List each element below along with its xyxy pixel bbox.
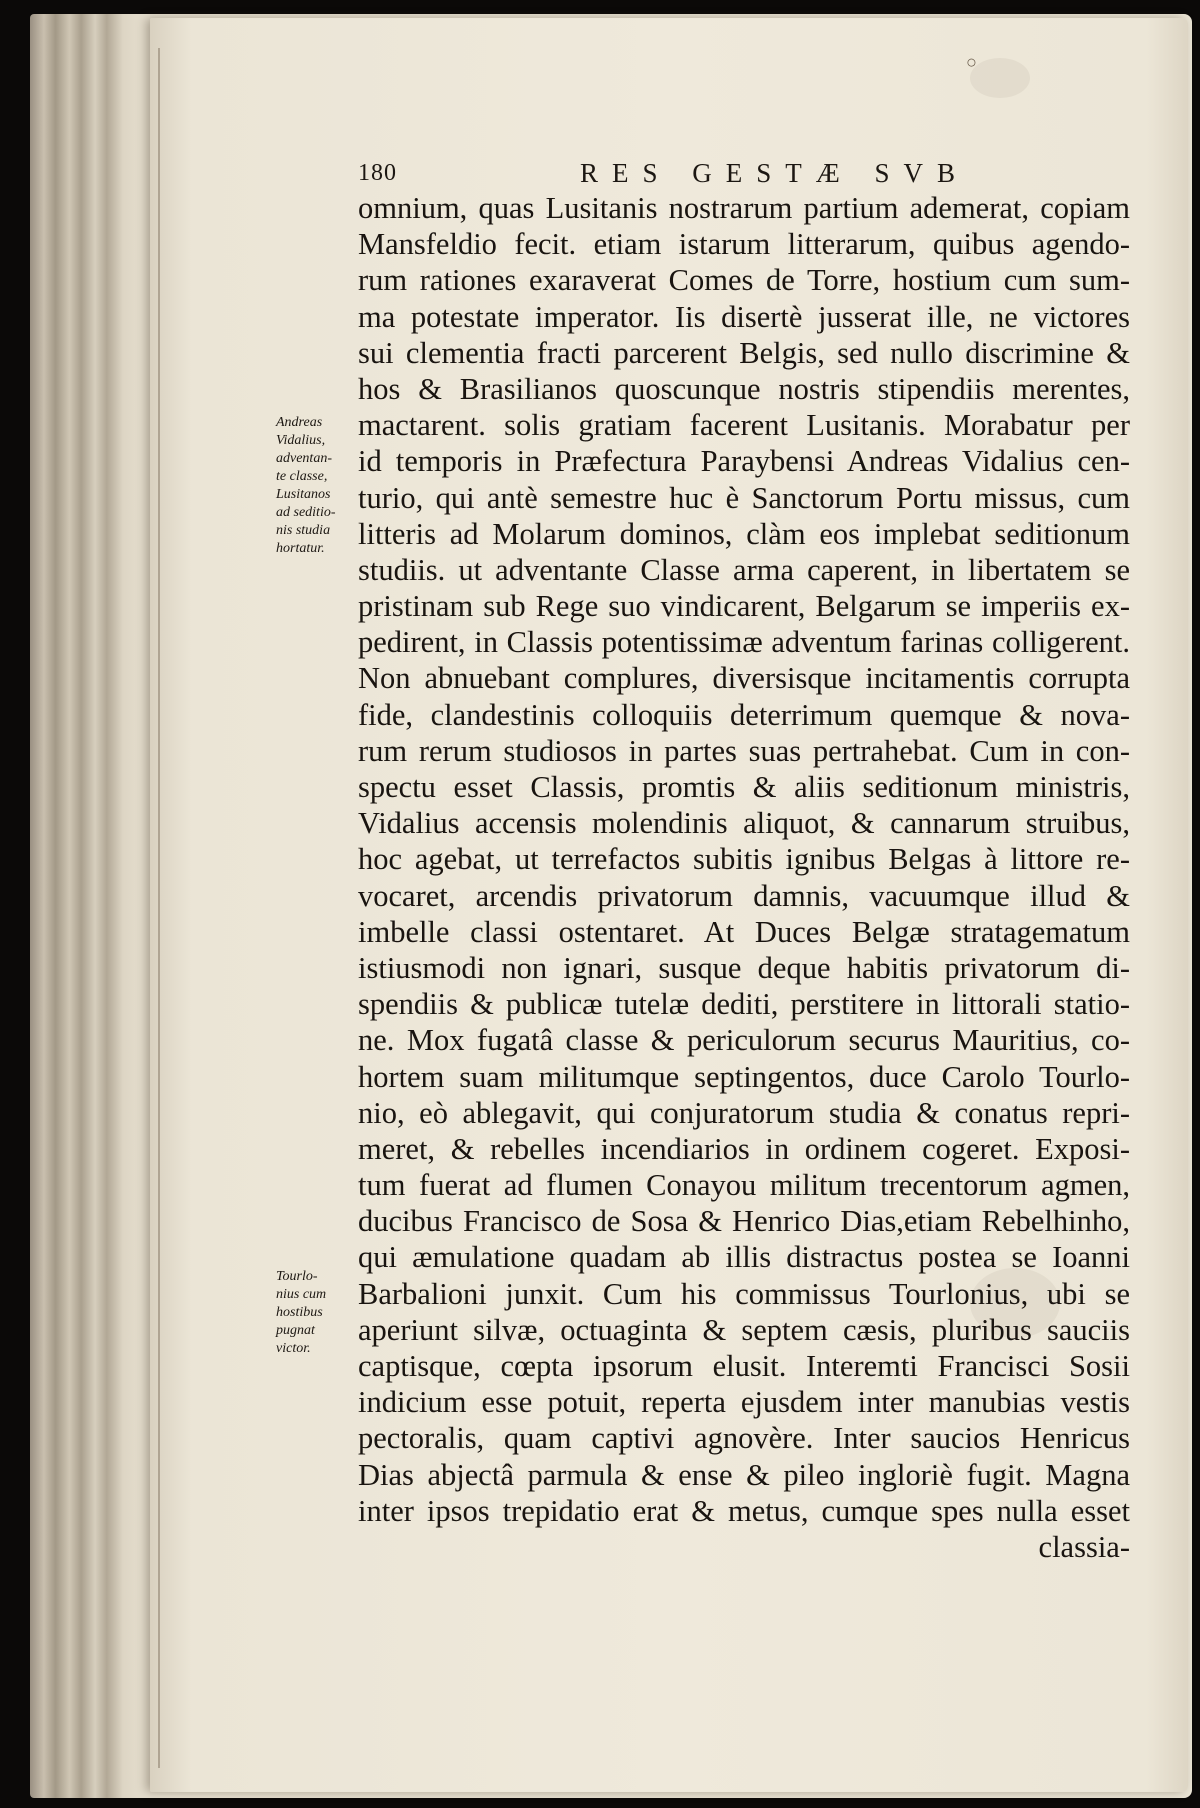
marginal-note-line: ad seditio-: [276, 505, 336, 520]
text-line: pristinam sub Rege suo vindicarent, Belgarum se imperiis ex-: [358, 589, 1130, 624]
text-line: istiusmodi non ignari, susque deque habitis privatorum di-: [358, 950, 1130, 985]
text-line: Dias abjectâ parmula & ense & pileo ingloriè fugit. Magna: [358, 1457, 1130, 1492]
marginal-note-line: pugnat: [276, 1323, 315, 1338]
text-line: ducibus Francisco de Sosa & Henrico Dias,etiam Rebelhinho,: [358, 1204, 1130, 1239]
page-number: 180: [358, 160, 397, 186]
text-line: ma potestate imperator. Iis disertè jusserat ille, ne victores: [358, 299, 1130, 334]
text-line: mactarent. solis gratiam facerent Lusitanis. Morabatur per: [358, 408, 1130, 443]
text-line: omnium, quas Lusitanis nostrarum partium ademerat, copiam: [358, 191, 1130, 225]
text-line: Barbalioni junxit. Cum his commissus Tourlonius, ubi se: [358, 1276, 1130, 1311]
text-line: captisque, cœpta ipsorum elusit. Interemti Francisci Sosii: [358, 1349, 1130, 1383]
text-line: pedirent, in Classis potentissimæ adventum farinas colligerent.: [358, 625, 1130, 660]
text-line: spendiis & publicæ tutelæ dediti, perstitere in littorali statio-: [358, 987, 1130, 1022]
marginal-note-line: Vidalius,: [276, 433, 326, 448]
text-line: litteris ad Molarum dominos, clàm eos implebat seditionum: [358, 516, 1130, 551]
text-line: hortem suam militumque septingentos, duce Carolo Tourlo-: [358, 1059, 1130, 1094]
marginal-note-line: adventan-: [276, 451, 332, 466]
paper-stain: [970, 58, 1030, 98]
marginal-note-line: Lusitanos: [276, 487, 331, 502]
text-line: Vidalius accensis molendinis aliquot, & cannarum struibus,: [358, 806, 1130, 841]
marginal-note: [276, 414, 362, 558]
catchword: classia-: [1038, 1529, 1130, 1564]
text-line: qui æmulatione quadam ab illis distractus postea se Ioanni: [358, 1240, 1130, 1275]
text-line: imbelle classi ostentaret. At Duces Belgæ stratagematum: [358, 914, 1130, 949]
marginal-note-line: hostibus: [276, 1305, 323, 1320]
text-line: aperiunt silvæ, octuaginta & septem cæsis, pluribus sauciis: [358, 1312, 1130, 1347]
marginal-note-line: nius cum: [276, 1287, 327, 1302]
text-line: pectoralis, quam captivi agnovère. Inter saucios Henricus: [358, 1421, 1130, 1456]
text-line: id temporis in Præfectura Paraybensi Andreas Vidalius cen-: [358, 444, 1130, 479]
text-line: meret, & rebelles incendiarios in ordinem cogeret. Exposi-: [358, 1131, 1130, 1166]
running-title: RES GESTÆ SVB: [580, 158, 970, 188]
marginal-note-line: nis studia: [276, 523, 331, 538]
text-line: nio, eò ablegavit, qui conjuratorum studia & conatus repri-: [358, 1095, 1130, 1130]
text-line: tum fuerat ad flumen Conayou militum trecentorum agmen,: [358, 1168, 1130, 1203]
text-line: rum rerum studiosos in partes suas pertrahebat. Cum in con-: [358, 733, 1130, 768]
body-text: [358, 190, 1130, 1565]
text-line: indicium esse potuit, reperta ejusdem inter manubias vestis: [358, 1385, 1130, 1420]
marginal-note-line: hortatur.: [276, 541, 325, 556]
text-line: rum rationes exaraverat Comes de Torre, hostium cum sum-: [358, 263, 1130, 298]
text-line: spectu esset Classis, promtis & aliis seditionum ministris,: [358, 770, 1130, 804]
text-line: vocaret, arcendis privatorum damnis, vacuumque illud &: [358, 878, 1130, 913]
text-line: ne. Mox fugatâ classe & periculorum securus Mauritius, co-: [358, 1023, 1130, 1058]
paper-blemish: ○: [966, 52, 977, 72]
marginal-note-line: Tourlo-: [276, 1269, 318, 1284]
text-line: hoc agebat, ut terrefactos subitis ignibus Belgas à littore re-: [358, 842, 1130, 877]
text-line: turio, qui antè semestre huc è Sanctorum Portu missus, cum: [358, 480, 1130, 515]
marginal-note-line: victor.: [276, 1341, 311, 1356]
text-line: fide, clandestinis colloquiis deterrimum quemque & nova-: [358, 697, 1130, 732]
text-line: Non abnuebant complures, diversisque incitamentis corrupta: [358, 661, 1130, 696]
running-head: [358, 156, 978, 192]
marginal-note-line: te classe,: [276, 469, 328, 484]
marginal-note: [276, 1268, 362, 1358]
marginal-note-line: Andreas: [276, 415, 323, 430]
text-line: inter ipsos trepidatio erat & metus, cumque spes nulla esset: [358, 1493, 1130, 1528]
text-line: studiis. ut adventante Classe arma caperent, in libertatem se: [358, 552, 1130, 587]
text-line: sui clementia fracti parcerent Belgis, sed nullo discrimine &: [358, 335, 1130, 370]
text-line: Mansfeldio fecit. etiam istarum litterarum, quibus agendo-: [358, 227, 1130, 262]
text-line: hos & Brasilianos quoscunque nostris stipendiis merentes,: [358, 371, 1130, 406]
gutter-shadow: [158, 48, 160, 1768]
